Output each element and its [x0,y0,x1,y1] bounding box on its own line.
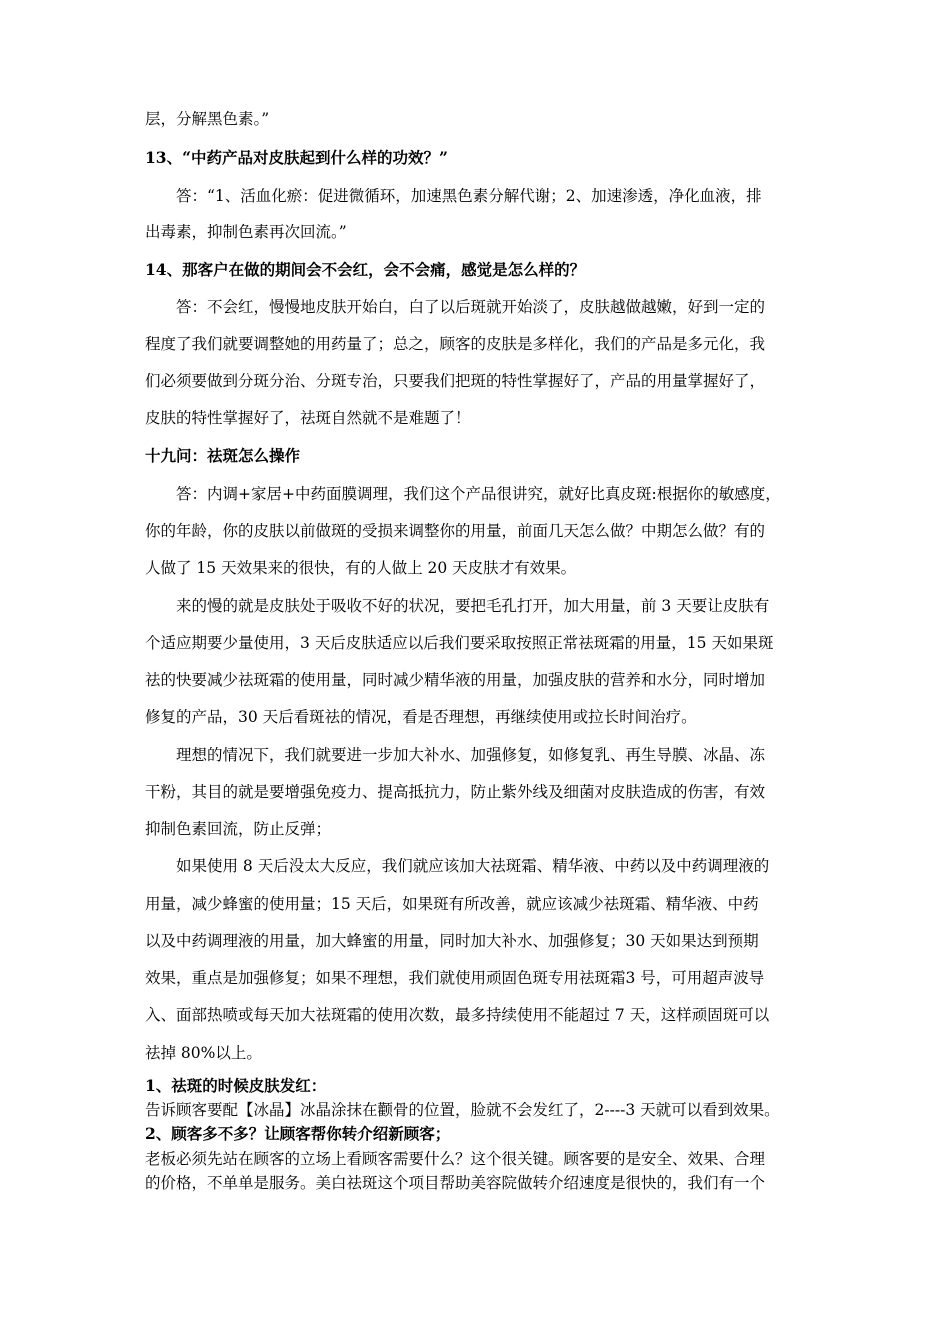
text-line: 以及中药调理液的用量，加大蜂蜜的用量，同时加大补水、加强修复；30 天如果达到预期 [145,932,759,950]
text-line: 个适应期要少量使用，3 天后皮肤适应以后我们要采取按照正常祛斑霜的用量，15 天如果斑 [145,634,774,652]
text-line: 答：不会红，慢慢地皮肤开始白，白了以后斑就开始淡了，皮肤越做越嫩，好到一定的 [176,298,766,316]
text-line: 入、面部热喷或每天加大祛斑霜的使用次数，最多持续使用不能超过 7 天，这样顽固斑可以 [145,1006,770,1024]
text-line: 来的慢的就是皮肤处于吸收不好的状况，要把毛孔打开，加大用量，前 3 天要让皮肤有 [176,597,770,615]
text-line: 理想的情况下，我们就要进一步加大补水、加强修复，如修复乳、再生导膜、冰晶、冻 [176,746,766,764]
text-line: 程度了我们就要调整她的用药量了；总之，顾客的皮肤是多样化，我们的产品是多元化，我 [145,335,766,353]
text-line: 人做了 15 天效果来的很快，有的人做上 20 天皮肤才有效果。 [145,559,577,577]
text-line: 用量，减少蜂蜜的使用量；15 天后，如果斑有所改善，就应该减少祛斑霜、精华液、中药 [145,895,759,913]
question-heading: 14、那客户在做的期间会不会红，会不会痛，感觉是怎么样的？ [145,260,586,279]
text-line: 答：内调+家居+中药面膜调理，我们这个产品很讲究，就好比真皮斑:根据你的敏感度， [176,485,781,503]
section-heading: 2、顾客多不多？让顾客帮你转介绍新顾客； [145,1124,451,1143]
text-line: 层，分解黑色素。” [145,110,270,128]
text-line: 告诉顾客要配【冰晶】冰晶涂抹在颧骨的位置，脸就不会发红了，2----3 天就可以看到效果。 [145,1101,780,1119]
text-line: 们必须要做到分斑分治、分斑专治，只要我们把斑的特性掌握好了，产品的用量掌握好了， [145,372,766,390]
text-line: 皮肤的特性掌握好了，祛斑自然就不是难题了！ [145,409,471,427]
text-line: 的价格，不单单是服务。美白祛斑这个项目帮助美容院做转介绍速度是很快的，我们有一个 [145,1174,766,1192]
text-line: 祛的快要减少祛斑霜的使用量，同时减少精华液的用量，加强皮肤的营养和水分，同时增加 [145,671,766,689]
text-line: 干粉，其目的就是要增强免疫力、提高抵抗力，防止紫外线及细菌对皮肤造成的伤害，有效 [145,783,766,801]
section-heading: 1、祛斑的时候皮肤发红： [145,1076,327,1095]
text-line: 祛掉 80%以上。 [145,1044,262,1062]
question-heading: 十九问：祛斑怎么操作 [145,446,301,465]
text-line: 效果，重点是加强修复；如果不理想，我们就使用顽固色斑专用祛斑霜3 号，可用超声波导 [145,969,765,987]
text-line: 抑制色素回流，防止反弹； [145,820,332,838]
text-line: 出毒素，抑制色素再次回流。” [145,223,347,241]
question-heading: 13、“中药产品对皮肤起到什么样的功效？” [145,148,448,167]
text-line: 修复的产品，30 天后看斑祛的情况，看是否理想，再继续使用或拉长时间治疗。 [145,708,697,726]
text-line: 如果使用 8 天后没太大反应，我们就应该加大祛斑霜、精华液、中药以及中药调理液的 [176,857,770,875]
text-line: 你的年龄，你的皮肤以前做斑的受损来调整你的用量，前面几天怎么做？中期怎么做？有的 [145,522,766,540]
text-line: 答：“1、活血化瘀：促进微循环，加速黑色素分解代谢；2、加速渗透，净化血液，排 [176,187,762,205]
text-line: 老板必须先站在顾客的立场上看顾客需要什么？这个很关键。顾客要的是安全、效果、合理 [145,1150,766,1168]
